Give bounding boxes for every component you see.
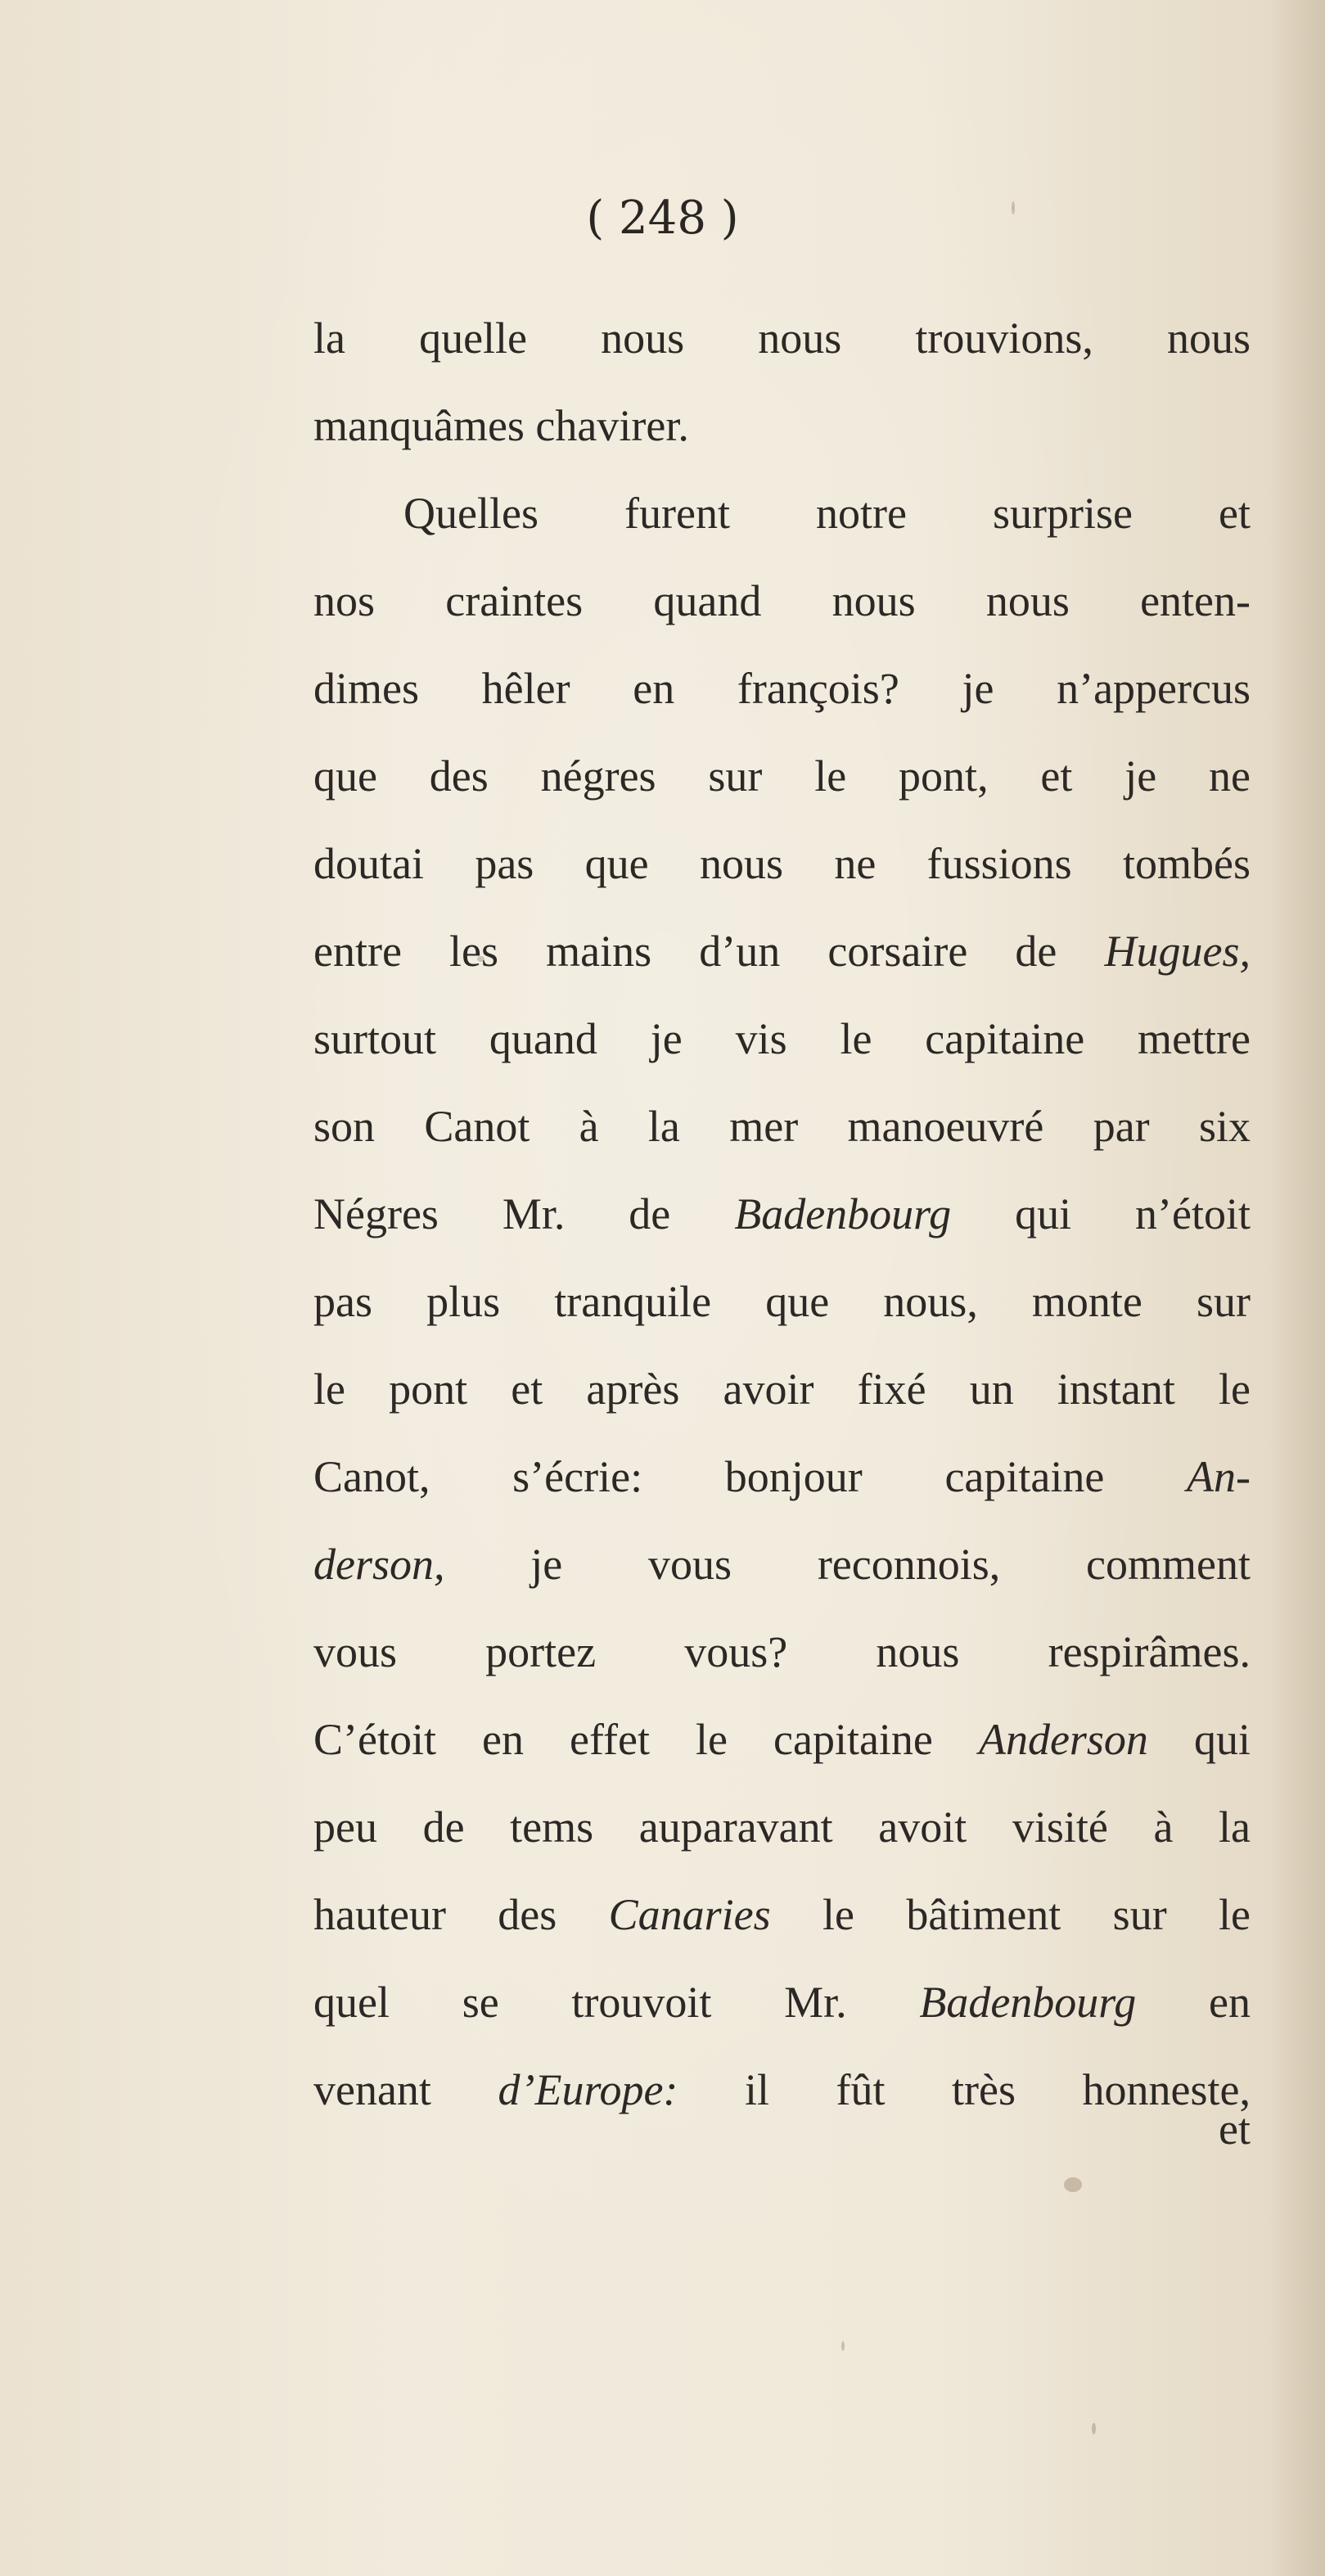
italic-name: An-: [1187, 1452, 1251, 1501]
page-edge-shadow: [1268, 0, 1325, 2576]
line-text: entre les mains d’un corsaire de: [313, 927, 1105, 976]
text-line: vous portez vous? nous respirâmes.: [313, 1627, 1251, 1676]
paper-speck: [841, 2341, 845, 2351]
text-line: peu de tems auparavant avoit visité à la: [313, 1802, 1251, 1852]
line-text: Canot, s’écrie: bonjour capitaine: [313, 1452, 1188, 1501]
text-line: [313, 1521, 1251, 1608]
line-text: C’étoit en effet le capitaine: [313, 1715, 979, 1764]
text-line: doutai pas que nous ne fussions tombés: [313, 839, 1251, 888]
text-line: [313, 1959, 1251, 2046]
text-line: que des négres sur le pont, et je ne: [313, 751, 1251, 801]
catchword: et: [1219, 2105, 1251, 2154]
text-line: le pont et après avoir fixé un instant le: [313, 1365, 1251, 1414]
text-line: [313, 1433, 1251, 1521]
line-text: quel se trouvoit Mr.: [313, 1978, 920, 2027]
text-line: [313, 1871, 1251, 1959]
italic-name: Anderson: [978, 1715, 1148, 1764]
text-line: [313, 1696, 1251, 1784]
line-text: venant: [313, 2065, 498, 2114]
text-line: [313, 908, 1251, 995]
line-text: je vous reconnois, comment: [530, 1540, 1251, 1589]
line-text: il fût très honneste,: [678, 2065, 1251, 2114]
paper-speck: [1092, 2423, 1096, 2434]
line-text: hauteur des: [313, 1890, 609, 1939]
line-text: Négres Mr. de: [313, 1189, 735, 1238]
text-line: pas plus tranquile que nous, monte sur: [313, 1277, 1251, 1326]
body-text: [313, 295, 1251, 2134]
text-line: son Canot à la mer manoeuvré par six: [313, 1102, 1251, 1151]
text-line: la quelle nous nous trouvions, nous: [313, 314, 1251, 363]
italic-name: Badenbourg: [734, 1189, 952, 1238]
text-line: surtout quand je vis le capitaine mettre: [313, 1014, 1251, 1063]
line-text: en: [1136, 1978, 1251, 2027]
italic-name: d’Europe:: [498, 2065, 678, 2114]
paper-speck: [1064, 2177, 1082, 2192]
line-text: le bâtiment sur le: [770, 1890, 1251, 1939]
line-text: qui n’étoit: [951, 1189, 1251, 1238]
text-line: manquâmes chavirer.: [313, 401, 689, 450]
italic-name: derson,: [313, 1540, 445, 1589]
italic-name: Hugues,: [1104, 927, 1251, 976]
text-line: [313, 2046, 1251, 2134]
text-line: nos craintes quand nous nous enten-: [313, 576, 1251, 625]
text-line: Quelles furent notre surprise et: [403, 489, 1251, 538]
italic-name: Badenbourg: [919, 1978, 1137, 2027]
text-line: [313, 1171, 1251, 1258]
text-line: dimes hêler en françois? je n’appercus: [313, 664, 1251, 713]
line-text: qui: [1147, 1715, 1251, 1764]
page-number: ( 248 ): [586, 192, 739, 245]
italic-name: Canaries: [608, 1890, 771, 1939]
